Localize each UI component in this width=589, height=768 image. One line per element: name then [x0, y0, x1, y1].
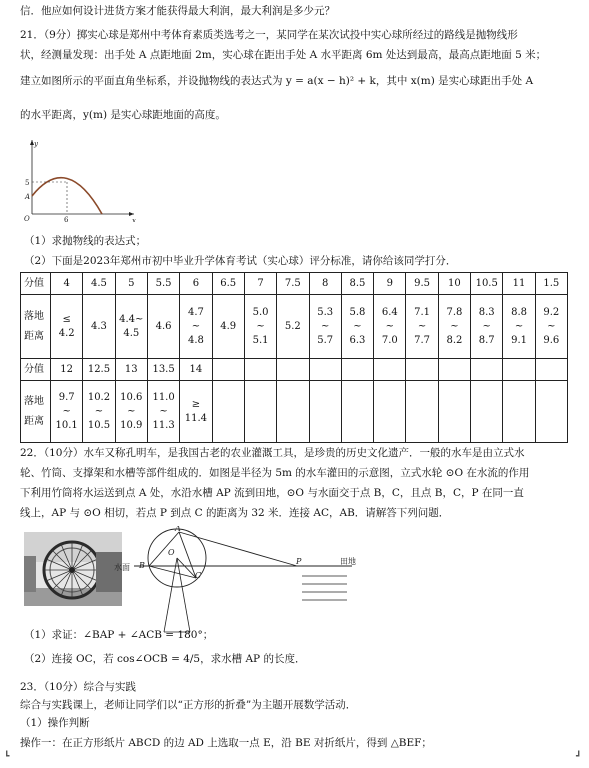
q21-part2: （2）下面是2023年郑州市初中毕业升学体育考试（实心球）评分标准，请你给该同学打分． — [24, 255, 457, 267]
score-cell: 9 — [374, 273, 406, 295]
score-cell: 12.5 — [83, 359, 115, 381]
distance-cell: ≥ 11.4 — [180, 381, 212, 443]
q23-line3: （1）操作判断 — [20, 717, 90, 729]
score-cell: 1.5 — [535, 273, 567, 295]
distance-cell — [503, 381, 535, 443]
corner-mark-right: ┛ — [576, 752, 582, 762]
score-cell: 5 — [115, 273, 147, 295]
distance-cell: 6.4 ~ 7.0 — [374, 295, 406, 359]
table-row — [21, 381, 568, 443]
score-cell: 9.5 — [406, 273, 438, 295]
q21-line3: 建立如图所示的平面直角坐标系，并设抛物线的表达式为 y = a(x − h)² + k，其中 x(m) 是实心球距出手处 A — [20, 75, 534, 87]
q22-part2: （2）连接 OC，若 cos∠OCB = 4/5，求水槽 AP 的长度． — [24, 653, 306, 665]
point-a: A — [175, 526, 181, 533]
q22-line4: 线上，AP 与 ⊙O 相切，若点 P 到点 C 的距离为 32 米．连接 AC，AB．请解答下列问题． — [20, 507, 450, 519]
table-row — [21, 295, 568, 359]
q22-line3: 下利用竹筒将水运送到点 A 处，水沿水槽 AP 流到田地，⊙O 与水面交于点 B，C，且点 B，C，P 在同一直 — [20, 487, 524, 499]
q23-line2: 综合与实践课上，老师让同学们以“正方形的折叠”为主题开展数学活动． — [20, 699, 357, 711]
distance-cell: 8.8 ~ 9.1 — [503, 295, 535, 359]
parabola-graph — [22, 136, 142, 222]
score-cell: 10.5 — [471, 273, 503, 295]
score-cell: 12 — [51, 359, 83, 381]
q23-line4: 操作一：在正方形纸片 ABCD 的边 AD 上选取一点 E，沿 BE 对折纸片，得到 △BEF； — [20, 737, 432, 749]
distance-cell: 5.2 — [277, 295, 309, 359]
graph-x-label: x — [132, 217, 136, 222]
distance-cell — [309, 381, 341, 443]
distance-cell — [341, 381, 373, 443]
row-header-score: 分值 — [21, 273, 51, 295]
score-cell — [244, 359, 276, 381]
waterwheel-diagram — [112, 526, 362, 636]
score-cell — [309, 359, 341, 381]
top-line: 信．他应如何设计进货方案才能获得最大利润，最大利润是多少元？ — [20, 5, 335, 17]
score-cell: 8 — [309, 273, 341, 295]
score-cell — [212, 359, 244, 381]
graph-origin: O — [24, 215, 30, 222]
row-header-distance: 落地 距离 — [21, 381, 51, 443]
score-cell — [438, 359, 470, 381]
distance-cell: 4.4~ 4.5 — [115, 295, 147, 359]
score-cell: 8.5 — [341, 273, 373, 295]
q22-line1: 22．（10分）水车又称孔明车，是我国古老的农业灌溉工具，是珍贵的历史文化遗产．一般的水车是由立式水 — [20, 447, 525, 459]
distance-cell — [244, 381, 276, 443]
q22-line2: 轮、竹筒、支撑架和水槽等部件组成的．如图是半径为 5m 的水车灌田的示意图，立式水轮 ⊙O 在水流的作用 — [20, 467, 530, 479]
distance-cell: ≤ 4.2 — [51, 295, 83, 359]
graph-tick-6: 6 — [64, 216, 69, 222]
distance-cell — [471, 381, 503, 443]
score-cell — [406, 359, 438, 381]
score-cell: 7 — [244, 273, 276, 295]
distance-cell: 10.2 ~ 10.5 — [83, 381, 115, 443]
distance-cell: 8.3 ~ 8.7 — [471, 295, 503, 359]
distance-cell — [535, 381, 567, 443]
q22-part1: （1）求证：∠BAP + ∠ACB = 180°； — [24, 629, 214, 641]
distance-cell: 9.2 ~ 9.6 — [535, 295, 567, 359]
point-c: C — [195, 571, 202, 580]
point-b: B — [139, 561, 145, 570]
corner-mark-left: ┗ — [4, 752, 10, 762]
table-row — [21, 273, 568, 295]
distance-cell: 7.8 ~ 8.2 — [438, 295, 470, 359]
distance-cell: 4.3 — [83, 295, 115, 359]
point-p: P — [296, 557, 302, 566]
q23-line1: 23．（10分）综合与实践 — [20, 681, 136, 693]
score-cell: 14 — [180, 359, 212, 381]
q21-line2: 状，经测量发现：出手处 A 点距地面 2m，实心球在距出手处 A 水平距离 6m 处达到最高，最高点距地面 5 米； — [20, 49, 547, 61]
waterwheel-photo — [24, 532, 122, 606]
score-cell: 5.5 — [147, 273, 179, 295]
scoring-table — [20, 272, 568, 443]
row-header-score: 分值 — [21, 359, 51, 381]
score-cell: 4 — [51, 273, 83, 295]
distance-cell — [438, 381, 470, 443]
score-cell: 4.5 — [83, 273, 115, 295]
distance-cell: 9.7 ~ 10.1 — [51, 381, 83, 443]
q21-line4: 的水平距离，y(m) 是实心球距地面的高度。 — [20, 109, 226, 121]
label-field: 田地 — [340, 557, 356, 566]
distance-cell: 5.3 ~ 5.7 — [309, 295, 341, 359]
score-cell — [277, 359, 309, 381]
score-cell: 6.5 — [212, 273, 244, 295]
score-cell: 11 — [503, 273, 535, 295]
distance-cell: 4.9 — [212, 295, 244, 359]
score-cell: 10 — [438, 273, 470, 295]
score-cell: 13 — [115, 359, 147, 381]
score-cell: 13.5 — [147, 359, 179, 381]
q21-line1: 21．（9分）掷实心球是郑州中考体育素质类选考之一，某同学在某次试投中实心球所经过的路线是抛物线形 — [20, 29, 518, 41]
graph-point-a: A — [25, 193, 31, 201]
distance-cell: 4.7 ~ 4.8 — [180, 295, 212, 359]
distance-cell — [374, 381, 406, 443]
score-cell — [503, 359, 535, 381]
point-o: O — [168, 548, 175, 557]
distance-cell: 10.6 ~ 10.9 — [115, 381, 147, 443]
distance-cell — [212, 381, 244, 443]
distance-cell: 7.1 ~ 7.7 — [406, 295, 438, 359]
graph-tick-5: 5 — [25, 179, 30, 187]
score-cell — [374, 359, 406, 381]
q21-part1: （1）求抛物线的表达式； — [24, 235, 147, 247]
distance-cell: 5.8 ~ 6.3 — [341, 295, 373, 359]
distance-cell — [277, 381, 309, 443]
score-cell: 6 — [180, 273, 212, 295]
distance-cell: 4.6 — [147, 295, 179, 359]
distance-cell: 5.0 ~ 5.1 — [244, 295, 276, 359]
distance-cell: 11.0 ~ 11.3 — [147, 381, 179, 443]
row-header-distance: 落地 距离 — [21, 295, 51, 359]
score-cell: 7.5 — [277, 273, 309, 295]
distance-cell — [406, 381, 438, 443]
graph-y-label: y — [34, 140, 38, 148]
score-cell — [471, 359, 503, 381]
table-row — [21, 359, 568, 381]
label-water-surface: 水面 — [114, 563, 130, 572]
score-cell — [535, 359, 567, 381]
score-cell — [341, 359, 373, 381]
